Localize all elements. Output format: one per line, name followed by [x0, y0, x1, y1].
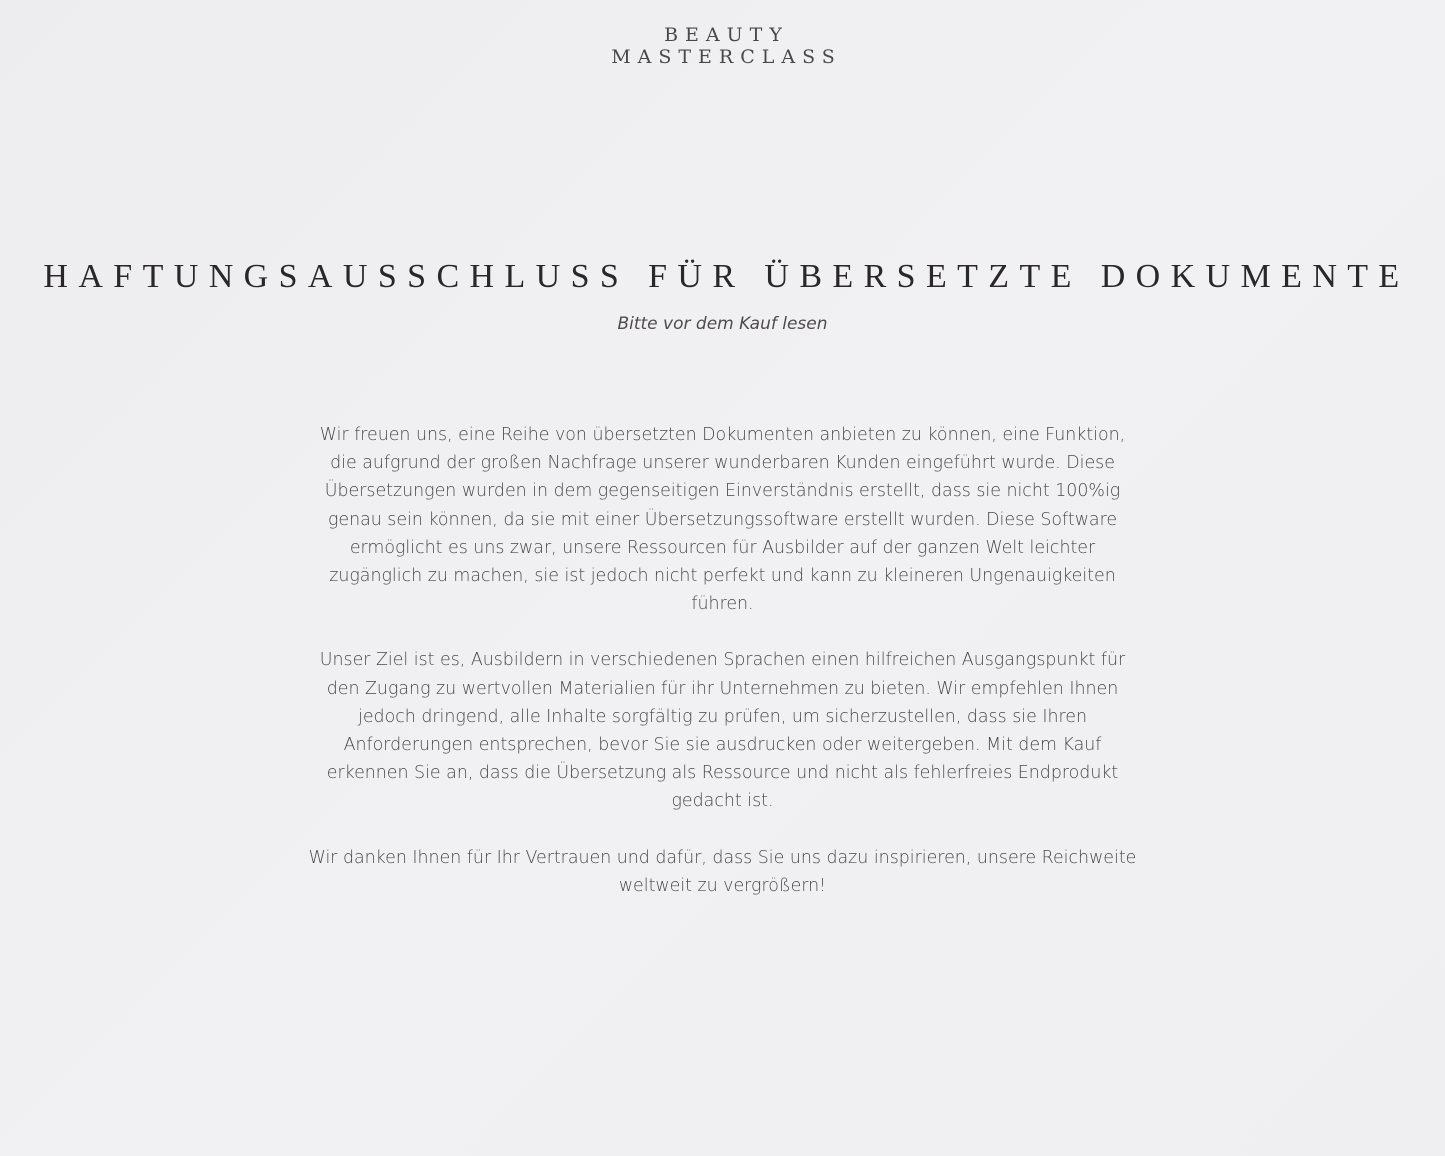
brand-logo-line1: BEAUTY — [664, 24, 789, 46]
disclaimer-paragraph-1 — [0, 421, 1445, 618]
brand-logo — [0, 24, 1445, 68]
text-line: Unser Ziel ist es, Ausbildern in verschiedenen Sprachen einen hilfreichen Ausgangspunkt für — [319, 650, 1126, 671]
text-line: Wir danken Ihnen für Ihr Vertrauen und dafür, dass Sie uns dazu inspirieren, unsere Reichweite — [308, 847, 1137, 868]
text-line: Übersetzungen wurden in dem gegenseitigen Einverständnis erstellt, dass sie nicht 100%ig — [324, 481, 1121, 502]
page-subtitle: Bitte vor dem Kauf lesen — [617, 314, 828, 334]
text-line: genau sein können, da sie mit einer Übersetzungssoftware erstellt wurden. Diese Software — [327, 509, 1118, 530]
brand-logo-line2: MASTERCLASS — [611, 46, 842, 68]
disclaimer-paragraph-2 — [0, 646, 1445, 815]
disclaimer-body — [0, 421, 1445, 928]
text-line: zugänglich zu machen, sie ist jedoch nicht perfekt und kann zu kleineren Ungenauigkeiten — [329, 566, 1116, 587]
text-line: erkennen Sie an, dass die Übersetzung als Ressource und nicht als fehlerfreies Endprodukt — [326, 763, 1119, 784]
text-line: jedoch dringend, alle Inhalte sorgfältig zu prüfen, um sicherzustellen, dass sie Ihren — [358, 706, 1087, 727]
page-title: HAFTUNGSAUSSCHLUSS FÜR ÜBERSETZTE DOKUMENTE — [43, 258, 1410, 295]
text-line: den Zugang zu wertvollen Materialien für ihr Unternehmen zu bieten. Wir empfehlen Ihnen — [326, 678, 1119, 699]
text-line: gedacht ist. — [671, 791, 774, 812]
text-line: führen. — [691, 594, 754, 615]
text-line: Anforderungen entsprechen, bevor Sie sie ausdrucken oder weitergeben. Mit dem Kauf — [343, 735, 1102, 756]
text-line: Wir freuen uns, eine Reihe von übersetzten Dokumenten anbieten zu können, eine Funktion, — [319, 425, 1126, 445]
text-line: die aufgrund der großen Nachfrage unserer wunderbaren Kunden eingeführt wurde. Diese — [330, 453, 1115, 474]
disclaimer-paragraph-3 — [0, 844, 1445, 900]
text-line: ermöglicht es uns zwar, unsere Ressourcen für Ausbilder auf der ganzen Welt leichter — [349, 537, 1096, 558]
text-line: weltweit zu vergrößern! — [618, 875, 827, 896]
